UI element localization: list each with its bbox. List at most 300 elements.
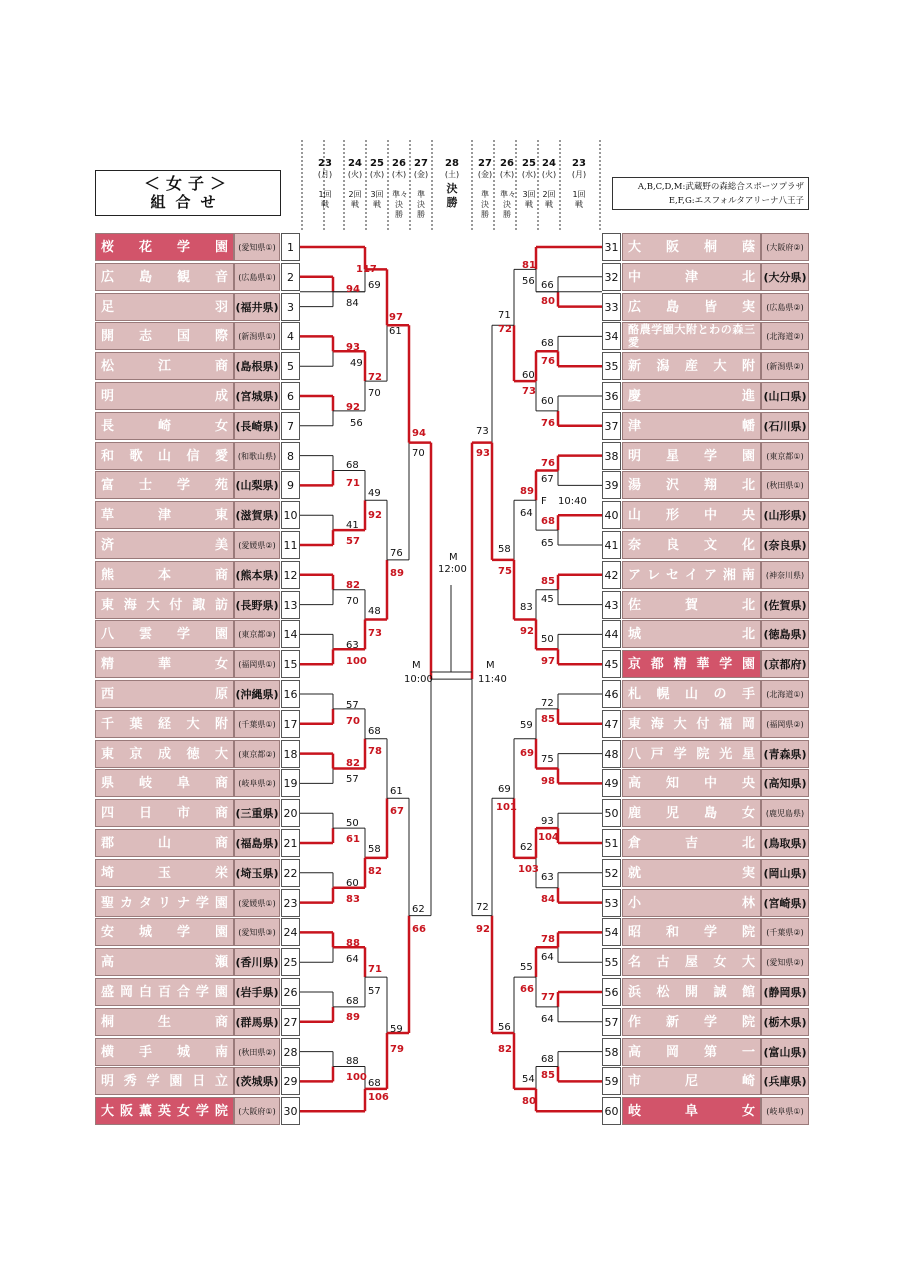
team-prefecture: (愛知県①)	[234, 233, 280, 261]
score-label: 94	[346, 284, 360, 295]
team-name: 小 林	[622, 889, 761, 917]
left-round-label-3: 準々決勝	[392, 190, 408, 219]
score-label: 80	[541, 296, 555, 307]
team-name: 安 城 学 園	[95, 918, 234, 946]
score-label: 71	[368, 964, 382, 975]
score-label: 80	[522, 1096, 536, 1107]
score-label: 72	[498, 324, 512, 335]
left-semi-time: 10:00	[404, 674, 433, 685]
team-prefecture: (石川県)	[761, 412, 809, 440]
team-prefecture: (滋賀県)	[234, 501, 280, 529]
score-label: 78	[541, 934, 555, 945]
score-label: 62	[520, 842, 533, 853]
team-prefecture: (山梨県)	[234, 471, 280, 499]
team-prefecture: (愛知県②)	[761, 948, 809, 976]
team-name: 東 海 大 付 諏 訪	[95, 591, 234, 619]
right-day-num: 23	[572, 158, 586, 169]
team-name: 郡 山 商	[95, 829, 234, 857]
score-label: 66	[541, 280, 554, 291]
team-name: 高 岡 第 一	[622, 1038, 761, 1066]
team-prefecture: (福井県)	[234, 293, 280, 321]
team-prefecture: (岐阜県①)	[761, 1097, 809, 1125]
left-day-num: 24	[348, 158, 362, 169]
score-label: 89	[390, 568, 404, 579]
score-label: 82	[346, 758, 360, 769]
team-name: 大 阪 桐 蔭	[622, 233, 761, 261]
score-label: 83	[520, 602, 533, 613]
team-seed-number: 21	[281, 829, 300, 857]
title-line1: ＜女子＞	[143, 174, 232, 193]
final-round-label-0: 決勝	[446, 182, 458, 209]
score-label: 56	[522, 276, 535, 287]
right-round-label-4: 1回戦	[572, 190, 586, 209]
team-name: 精 華 女	[95, 650, 234, 678]
score-label: 70	[412, 448, 425, 459]
team-prefecture: (東京都③)	[234, 620, 280, 648]
left-day-weekday: (月)	[317, 170, 333, 179]
score-label: 72	[368, 372, 382, 383]
score-label: 55	[520, 962, 533, 973]
score-label: 85	[541, 576, 555, 587]
team-prefecture: (広島県②)	[761, 293, 809, 321]
score-label: 64	[541, 1014, 554, 1025]
team-prefecture: (青森県)	[761, 740, 809, 768]
team-prefecture: (長野県)	[234, 591, 280, 619]
score-label: 68	[368, 1078, 381, 1089]
right-semi-time: 11:40	[478, 674, 507, 685]
team-seed-number: 48	[602, 740, 621, 768]
team-seed-number: 37	[602, 412, 621, 440]
score-label: 61	[389, 326, 402, 337]
right-day-num: 26	[500, 158, 514, 169]
team-seed-number: 19	[281, 769, 300, 797]
team-seed-number: 46	[602, 680, 621, 708]
final-match-time: 12:00	[438, 564, 467, 575]
score-label: 58	[368, 844, 381, 855]
score-label: 76	[390, 548, 403, 559]
team-seed-number: 22	[281, 859, 300, 887]
score-label: 97	[541, 656, 555, 667]
team-prefecture: (福岡県②)	[761, 710, 809, 738]
team-seed-number: 44	[602, 620, 621, 648]
team-seed-number: 39	[602, 471, 621, 499]
team-prefecture: (岐阜県②)	[234, 769, 280, 797]
score-label: 73	[522, 386, 536, 397]
team-name: 八 雲 学 園	[95, 620, 234, 648]
team-name: 慶 進	[622, 382, 761, 410]
score-label: 61	[346, 834, 360, 845]
team-seed-number: 33	[602, 293, 621, 321]
team-seed-number: 26	[281, 978, 300, 1006]
team-prefecture: (愛媛県①)	[234, 889, 280, 917]
team-name: 倉 吉 北	[622, 829, 761, 857]
team-seed-number: 42	[602, 561, 621, 589]
team-seed-number: 23	[281, 889, 300, 917]
score-label: 57	[346, 536, 360, 547]
team-seed-number: 60	[602, 1097, 621, 1125]
team-seed-number: 49	[602, 769, 621, 797]
team-prefecture: (佐賀県)	[761, 591, 809, 619]
score-label: 76	[541, 356, 555, 367]
team-name: 中 津 北	[622, 263, 761, 291]
left-day-num: 27	[414, 158, 428, 169]
team-prefecture: (山形県)	[761, 501, 809, 529]
team-seed-number: 17	[281, 710, 300, 738]
team-name: 千 葉 経 大 附	[95, 710, 234, 738]
team-name: 東 海 大 付 福 岡	[622, 710, 761, 738]
team-name: 和 歌 山 信 愛	[95, 442, 234, 470]
score-label: 81	[522, 260, 536, 271]
final-day-num: 28	[445, 158, 459, 169]
score-label: 45	[541, 594, 554, 605]
team-prefecture: (北海道②)	[761, 322, 809, 350]
team-name: 広 島 観 音	[95, 263, 234, 291]
team-name: 鹿 児 島 女	[622, 799, 761, 827]
team-name: 聖 カ タ リ ナ 学 園	[95, 889, 234, 917]
score-label: 104	[538, 832, 559, 843]
right-semi-code: M	[486, 660, 495, 671]
score-label: 54	[522, 1074, 535, 1085]
score-label: 68	[346, 460, 359, 471]
team-seed-number: 7	[281, 412, 300, 440]
score-label: 93	[346, 342, 360, 353]
team-name: 高 知 中 央	[622, 769, 761, 797]
team-name: 酪 農 学 園 大 附 と わ の 森 三 愛	[622, 322, 761, 350]
score-label: 85	[541, 1070, 555, 1081]
score-label: 70	[346, 716, 360, 727]
team-seed-number: 3	[281, 293, 300, 321]
title-line2: 組合せ	[150, 193, 226, 211]
score-label: 70	[346, 596, 359, 607]
team-name: 湯 沢 翔 北	[622, 471, 761, 499]
team-name: 札 幌 山 の 手	[622, 680, 761, 708]
right-round-label-2: 3回戦	[522, 190, 536, 209]
score-label: 68	[541, 1054, 554, 1065]
score-label: 100	[346, 656, 367, 667]
team-prefecture: (茨城県)	[234, 1067, 280, 1095]
team-prefecture: (愛知県③)	[234, 918, 280, 946]
right-day-num: 24	[542, 158, 556, 169]
team-seed-number: 4	[281, 322, 300, 350]
score-label: 92	[520, 626, 534, 637]
left-day-weekday: (火)	[347, 170, 363, 179]
right-day-num: 25	[522, 158, 536, 169]
team-prefecture: (宮城県)	[234, 382, 280, 410]
score-label: 64	[541, 952, 554, 963]
team-seed-number: 36	[602, 382, 621, 410]
right-round-label-1: 準々決勝	[500, 190, 516, 219]
score-label: 94	[412, 428, 426, 439]
score-label: 72	[541, 698, 554, 709]
team-seed-number: 57	[602, 1008, 621, 1036]
left-round-label-4: 準決勝	[417, 190, 425, 219]
team-seed-number: 35	[602, 352, 621, 380]
score-label: 60	[522, 370, 535, 381]
team-seed-number: 24	[281, 918, 300, 946]
team-name: 長 崎 女	[95, 412, 234, 440]
team-prefecture: (埼玉県)	[234, 859, 280, 887]
score-label: 79	[390, 1044, 404, 1055]
team-seed-number: 55	[602, 948, 621, 976]
score-label: 100	[346, 1072, 367, 1083]
team-prefecture: (長崎県)	[234, 412, 280, 440]
score-label: 69	[520, 748, 534, 759]
score-label: 85	[541, 714, 555, 725]
team-prefecture: (静岡県)	[761, 978, 809, 1006]
score-label: 84	[541, 894, 555, 905]
team-name: 西 原	[95, 680, 234, 708]
score-label: 67	[390, 806, 404, 817]
team-prefecture: (島根県)	[234, 352, 280, 380]
team-name: 四 日 市 商	[95, 799, 234, 827]
team-name: 県 岐 阜 商	[95, 769, 234, 797]
right-day-weekday: (水)	[521, 170, 537, 179]
score-label: 57	[346, 774, 359, 785]
team-seed-number: 30	[281, 1097, 300, 1125]
score-label: 92	[368, 510, 382, 521]
team-prefecture: (岩手県)	[234, 978, 280, 1006]
score-label: 69	[498, 784, 511, 795]
score-label: 92	[476, 924, 490, 935]
score-label: 60	[541, 396, 554, 407]
score-label: 93	[541, 816, 554, 827]
team-prefecture: (奈良県)	[761, 531, 809, 559]
team-seed-number: 14	[281, 620, 300, 648]
score-label: 56	[498, 1022, 511, 1033]
team-seed-number: 27	[281, 1008, 300, 1036]
score-label: 78	[368, 746, 382, 757]
team-name: 盛 岡 白 百 合 学 園	[95, 978, 234, 1006]
team-name: 就 実	[622, 859, 761, 887]
team-prefecture: (和歌山県)	[234, 442, 280, 470]
left-day-weekday: (水)	[369, 170, 385, 179]
left-day-weekday: (木)	[391, 170, 407, 179]
team-seed-number: 51	[602, 829, 621, 857]
right-round-label-3: 2回戦	[542, 190, 556, 209]
team-prefecture: (山口県)	[761, 382, 809, 410]
team-seed-number: 2	[281, 263, 300, 291]
team-prefecture: (熊本県)	[234, 561, 280, 589]
team-prefecture: (岡山県)	[761, 859, 809, 887]
score-label: 72	[476, 902, 489, 913]
score-label: 57	[368, 986, 381, 997]
team-prefecture: (秋田県①)	[761, 471, 809, 499]
team-seed-number: 34	[602, 322, 621, 350]
team-seed-number: 59	[602, 1067, 621, 1095]
team-seed-number: 38	[602, 442, 621, 470]
score-label: 66	[412, 924, 426, 935]
team-prefecture: (富山県)	[761, 1038, 809, 1066]
score-label: 70	[368, 388, 381, 399]
left-round-label-2: 3回戦	[370, 190, 384, 209]
team-name: 市 尼 崎	[622, 1067, 761, 1095]
team-prefecture: (秋田県②)	[234, 1038, 280, 1066]
team-seed-number: 41	[602, 531, 621, 559]
team-seed-number: 6	[281, 382, 300, 410]
team-prefecture: (京都府)	[761, 650, 809, 678]
left-round-label-1: 2回戦	[348, 190, 362, 209]
right-day-weekday: (木)	[499, 170, 515, 179]
team-prefecture: (北海道①)	[761, 680, 809, 708]
team-seed-number: 40	[602, 501, 621, 529]
score-label: 92	[346, 402, 360, 413]
score-label: 68	[368, 726, 381, 737]
score-label: 75	[541, 754, 554, 765]
right-day-weekday: (金)	[477, 170, 493, 179]
score-label: 88	[346, 1056, 359, 1067]
team-name: 山 形 中 央	[622, 501, 761, 529]
score-label: 63	[541, 872, 554, 883]
score-label: 84	[346, 298, 359, 309]
team-prefecture: (高知県)	[761, 769, 809, 797]
team-name: 足 羽	[95, 293, 234, 321]
team-seed-number: 47	[602, 710, 621, 738]
score-label: 71	[346, 478, 360, 489]
team-name: 城 北	[622, 620, 761, 648]
team-prefecture: (三重県)	[234, 799, 280, 827]
team-prefecture: (広島県①)	[234, 263, 280, 291]
team-name: 津 幡	[622, 412, 761, 440]
score-label: 82	[368, 866, 382, 877]
team-name: 草 津 東	[95, 501, 234, 529]
team-prefecture: (愛媛県②)	[234, 531, 280, 559]
score-label: 77	[541, 992, 555, 1003]
score-label: 68	[541, 516, 555, 527]
score-label: 65	[541, 538, 554, 549]
left-day-num: 26	[392, 158, 406, 169]
team-name: 新 潟 産 大 附	[622, 352, 761, 380]
score-label: 62	[412, 904, 425, 915]
final-match-code: M	[449, 552, 458, 563]
team-prefecture: (千葉県②)	[761, 918, 809, 946]
team-name: 明 星 学 園	[622, 442, 761, 470]
score-label: 93	[476, 448, 490, 459]
score-label: 117	[356, 264, 377, 275]
team-name: 八 戸 学 院 光 星	[622, 740, 761, 768]
right-day-num: 27	[478, 158, 492, 169]
final-day-weekday: (土)	[444, 170, 460, 179]
team-name: 大 阪 薫 英 女 学 院	[95, 1097, 234, 1125]
team-prefecture: (宮崎県)	[761, 889, 809, 917]
team-name: 佐 賀 北	[622, 591, 761, 619]
team-name: 済 美	[95, 531, 234, 559]
score-label: 89	[520, 486, 534, 497]
team-seed-number: 56	[602, 978, 621, 1006]
score-label: 68	[541, 338, 554, 349]
team-seed-number: 43	[602, 591, 621, 619]
score-label: 82	[346, 580, 360, 591]
team-name: 浜 松 開 誠 館	[622, 978, 761, 1006]
team-seed-number: 8	[281, 442, 300, 470]
score-label: 67	[541, 474, 554, 485]
team-prefecture: (徳島県)	[761, 620, 809, 648]
team-seed-number: 1	[281, 233, 300, 261]
team-name: 岐 阜 女	[622, 1097, 761, 1125]
left-semi-code: M	[412, 660, 421, 671]
score-label: 106	[368, 1092, 389, 1103]
right-day-weekday: (月)	[571, 170, 587, 179]
score-label: 56	[350, 418, 363, 429]
team-prefecture: (神奈川県)	[761, 561, 809, 589]
team-name: 横 手 城 南	[95, 1038, 234, 1066]
court-f-code: F	[541, 496, 547, 507]
team-prefecture: (新潟県②)	[761, 352, 809, 380]
team-prefecture: (栃木県)	[761, 1008, 809, 1036]
team-seed-number: 50	[602, 799, 621, 827]
score-label: 59	[520, 720, 533, 731]
team-name: 作 新 学 院	[622, 1008, 761, 1036]
score-label: 60	[346, 878, 359, 889]
team-seed-number: 15	[281, 650, 300, 678]
score-label: 76	[541, 458, 555, 469]
team-seed-number: 11	[281, 531, 300, 559]
team-prefecture: (千葉県①)	[234, 710, 280, 738]
team-name: 桜 花 学 園	[95, 233, 234, 261]
score-label: 59	[390, 1024, 403, 1035]
left-day-num: 25	[370, 158, 384, 169]
score-label: 75	[498, 566, 512, 577]
team-name: 富 士 学 苑	[95, 471, 234, 499]
score-label: 41	[346, 520, 359, 531]
team-name: 京 都 精 華 学 園	[622, 650, 761, 678]
team-prefecture: (鹿児島県)	[761, 799, 809, 827]
team-name: 広 島 皆 実	[622, 293, 761, 321]
team-name: ア レ セ イ ア 湘 南	[622, 561, 761, 589]
team-prefecture: (福島県)	[234, 829, 280, 857]
team-seed-number: 16	[281, 680, 300, 708]
team-seed-number: 5	[281, 352, 300, 380]
score-label: 63	[346, 640, 359, 651]
score-label: 76	[541, 418, 555, 429]
team-name: 高 瀬	[95, 948, 234, 976]
team-prefecture: (群馬県)	[234, 1008, 280, 1036]
venue-line1: A,B,C,D,M:武蔵野の森総合スポーツプラザ	[637, 182, 804, 192]
left-day-num: 23	[318, 158, 332, 169]
court-f-time: 10:40	[558, 496, 587, 507]
team-seed-number: 28	[281, 1038, 300, 1066]
team-prefecture: (大分県)	[761, 263, 809, 291]
score-label: 98	[541, 776, 555, 787]
team-seed-number: 25	[281, 948, 300, 976]
score-label: 88	[346, 938, 360, 949]
score-label: 48	[368, 606, 381, 617]
score-label: 57	[346, 700, 359, 711]
team-name: 開 志 国 際	[95, 322, 234, 350]
right-day-weekday: (火)	[541, 170, 557, 179]
score-label: 49	[350, 358, 363, 369]
score-label: 69	[368, 280, 381, 291]
score-label: 101	[496, 802, 517, 813]
team-name: 名 古 屋 女 大	[622, 948, 761, 976]
score-label: 73	[476, 426, 489, 437]
team-name: 明 成	[95, 382, 234, 410]
team-prefecture: (鳥取県)	[761, 829, 809, 857]
team-seed-number: 58	[602, 1038, 621, 1066]
left-day-weekday: (金)	[413, 170, 429, 179]
team-seed-number: 18	[281, 740, 300, 768]
team-name: 松 江 商	[95, 352, 234, 380]
team-name: 東 京 成 徳 大	[95, 740, 234, 768]
score-label: 61	[390, 786, 403, 797]
team-seed-number: 45	[602, 650, 621, 678]
score-label: 71	[498, 310, 511, 321]
score-label: 83	[346, 894, 360, 905]
team-seed-number: 53	[602, 889, 621, 917]
team-prefecture: (兵庫県)	[761, 1067, 809, 1095]
score-label: 49	[368, 488, 381, 499]
team-prefecture: (大阪府①)	[234, 1097, 280, 1125]
team-prefecture: (東京都①)	[761, 442, 809, 470]
